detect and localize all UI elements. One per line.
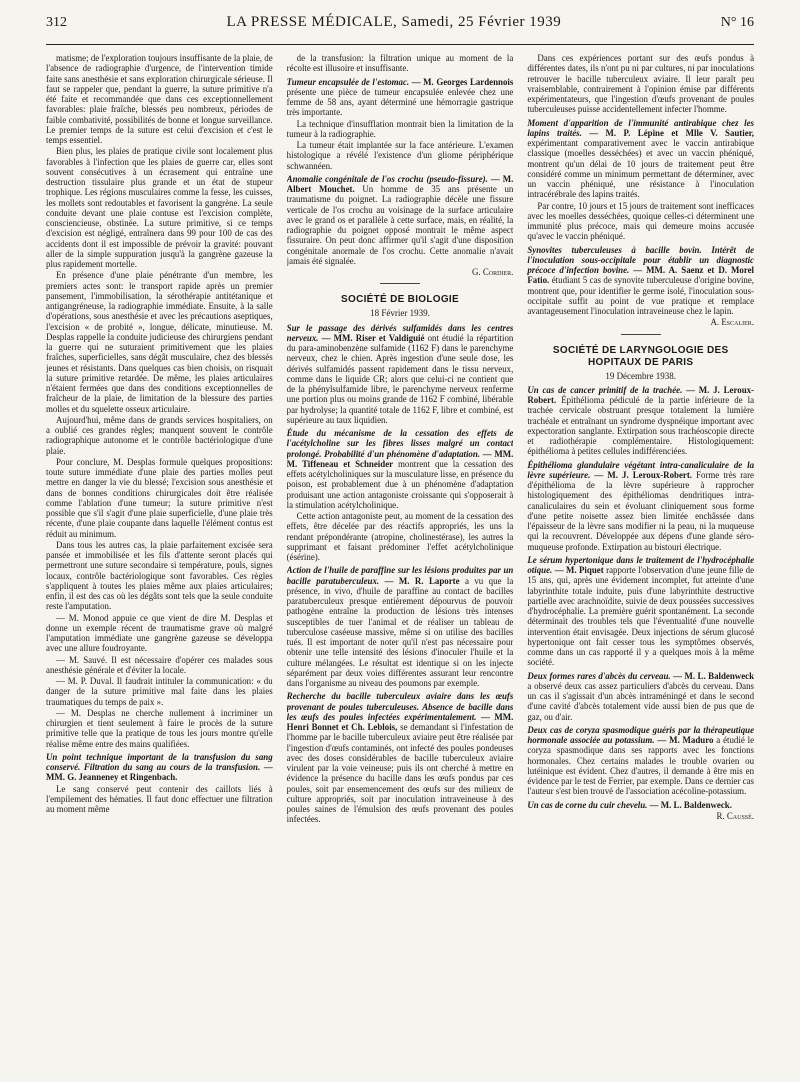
heading-text: se demandant si l'infestation de l'homme par le bacille tuberculeux aviaire peut être réalisée par l'ingestion d'œufs contaminés, ont infecté des poules pondeuses avec des doses considérables de bacille tuberculeux aviaire virulent par la voie veineuse; puis ils ont cherché à mettre en évidence la présence du bacille dans les œufs pondus par ces poules, soit par ensemencement des œufs sur des milieux de culture appropriés, soit par inoculation intraveineuse à des poules saines de l'émulsion des œufs provenant des poules infectées. [286, 722, 514, 825]
heading-text: a observé deux cas assez particuliers d'abcès du cerveau. Dans un cas il s'agissait d'un abcès intraméningé et dans le second d'une cavité d'abcès totalement vide aussi bien de pus que de gaz, ou d'air. [527, 680, 755, 722]
column-3 [527, 53, 754, 1071]
heading-title: Anomalie congénitale de l'os crochu (pseudo-fissure). [286, 173, 488, 184]
heading-title: Moment d'apparition de l'immunité antirabique chez les lapins traités. [527, 117, 755, 138]
heading-title: Le sérum hypertonique dans le traitement de l'hydrocéphalie otique. [527, 554, 755, 575]
heading-text: Forme très rare d'épithélioma de la lèvre supérieure à rapprocher histologiquement des épithéliomas dendritiques intra-canaliculaires du sein et évoluant cliniquement sous forme d'une petite noisette assez bien limitée enchâssée dans l'épaisseur de la lèvre sans modifier ni la peau, ni la muqueuse qui la recouvrent. Développée aux dépens d'une glande séro-muqueuse profonde. Extirpation au bistouri électrique. [527, 469, 755, 552]
paragraph: — M. P. Duval. Il faudrait intituler la communication: « du danger de la suture primitive mal faite dans les plaies traumatiques du temps de paix ». [46, 676, 273, 707]
column-2 [287, 53, 514, 1071]
heading-authors: — M. J. Leroux-Robert. [594, 469, 692, 480]
heading-authors: — MM. Henri Bonnet et Ch. Leblois, [286, 711, 514, 732]
heading-authors: — MM. A. Saenz et D. Morel Fatio. [527, 265, 755, 286]
section-title: SOCIÉTÉ DE LARYNGOLOGIE DES HOPITAUX DE PARIS [552, 344, 729, 368]
heading-text: Épithélioma pédiculé de la partie inférieure de la trachée cervicale obstruant presque totalement la lumière trachéale et entraînant un syndrome dyspnéique important avec expectoration sanglante. Extirpation sous trachéoscopie directe et radiothérapie complémentaire. Histologiquement: épithélioma à petites cellules indifférenciées. [527, 395, 755, 457]
heading-title: Un cas de corne du cuir chevelu. [527, 799, 648, 810]
journal-title: LA PRESSE MÉDICALE, Samedi, 25 Février 1939 [226, 14, 562, 30]
heading-authors: — M. Albert Mouchet. [286, 173, 514, 194]
paragraph: Pour conclure, M. Desplas formule quelques propositions: toute suture immédiate d'une plaie des parties molles peut mettre en danger la vie du blessé; l'excision sous anesthésie et dans de bonnes conditions chirurgicales doit être réalisée comme l'ablation d'une tumeur; la suture primitive n'est possible que s'il s'agit d'une plaie superficielle, d'une plaie très récente, d'une plaie coupante dans laquelle l'élément contus est réduit au minimum. [46, 456, 273, 539]
heading-text: a étudié le coryza spasmodique dans ses rapports avec les fonctions hormonales. Chez certains malades le trouble ovarien ou lutéinique est évident. Chez d'autres, il demande à être mis en évidence par le test de Ferrier, par exemple. Dans ce dernier cas l'auteur s'est bien trouvé de l'association acécoline-potassium. [527, 735, 755, 797]
page-number: 312 [46, 15, 67, 30]
article-heading [287, 174, 514, 266]
heading-authors: — MM. M. Tiffeneau et Schneider [286, 448, 514, 469]
heading-title: Étude du mécanisme de la cessation des effets de l'acétylcholine sur les fibres lisses malgré un contact prolongé. Probabilité d'un phénomène d'adaptation. [286, 428, 514, 459]
divider [621, 334, 661, 335]
heading-text: montrent que la cessation des effets acétylcholiniques sur la musculature lisse, en présence du poison, est probablement due à un phénomène d'adaptation produisant une action antagoniste croissante qui s'opposerait à la stimulation acétylcholinique. [286, 458, 514, 510]
paragraph: La technique d'insufflation montrait bien la limitation de la tumeur à la radiographie. [286, 118, 514, 139]
column-1 [46, 53, 273, 1071]
article-heading [527, 118, 754, 200]
heading-text: expérimentant comparativement avec le vaccin antirabique classique (moelles desséchées) et avec un vaccin phéniqué, montrent qu'un délai de 10 jours de traitement peut être considéré comme un minimum permettant de déterminer, avec un vaccin phéniqué, une résistance à l'inoculation intracérébrale des lapins traités. [527, 138, 755, 200]
article-heading [527, 725, 754, 797]
divider [380, 283, 420, 284]
article-heading [527, 671, 754, 722]
heading-title: Deux cas de coryza spasmodique guéris par la thérapeutique hormonale associée au potassium. [527, 724, 755, 745]
heading-authors: — M. R. Laporte [384, 575, 460, 586]
heading-title: Un point technique important de la transfusion du sang conservé. Filtration du sang au cours de la transfusion. [46, 751, 273, 772]
heading-text: étudiant 5 cas de synovite tuberculeuse d'origine bovine, montrent que, pour identifier le germe isolé, l'inoculation sous-occipitale suffit au point de vue pratique et remplace avantageusement l'inoculation intraveineuse chez le lapin. [527, 275, 755, 316]
heading-title: Recherche du bacille tuberculeux aviaire dans les œufs provenant de poules tuberculeuses. Absence de bacille dans les œufs des poules infectées expérimentalement. [286, 691, 514, 722]
heading-text: présente une pièce de tumeur encapsulée enlevée chez une femme de 58 ans, ayant déterminé une hémorragie gastrique très importante. [286, 86, 514, 118]
article-heading [527, 385, 754, 457]
signature: R. Caussé. [716, 810, 755, 821]
heading-authors: — M. L. Baldenweck [673, 670, 755, 681]
paragraph: Dans ces expériences portant sur des œufs pondus à différentes dates, ils n'ont pu ni par cultures, ni par inoculations retrouver le bacille tuberculeux aviaire. Il leur paraît peu vraisemblable, contrairement à l'opinion émise par différents expérimentateurs, que l'ingestion d'œufs provenant de poules tuberculeuses puisse accidentellement infecter l'homme. [527, 53, 755, 115]
heading-authors: — M. J. Leroux-Robert. [527, 384, 755, 405]
heading-title: Un cas de cancer primitif de la trachée. [527, 384, 683, 395]
heading-title: Tumeur encapsulée de l'estomac. [286, 76, 410, 87]
paragraph: Par contre, 10 jours et 15 jours de traitement sont inefficaces avec les moelles desséchées, quoique celles-ci déterminent une immunité plus précoce, mais qui demeure moins accusée qu'avec le vaccin phéniqué. [527, 200, 755, 242]
paragraph: Aujourd'hui, même dans de grands services hospitaliers, on a oublié ces grandes règles; manquent souvent le contrôle radiographique autonome et le contrôle bactériologique d'une plaie. [46, 414, 273, 456]
heading-text: a vu que la présence, in vivo, d'huile de paraffine au contact de bacilles paratuberculeux presque entièrement dépourvus de pouvoir pathogène entraîne la production de lésions très intenses susceptibles de tuer l'animal et de réaliser un tableau de tuberculose caséeuse massive, même si on utilise des bacilles tués. Il est important de noter qu'il n'est pas nécessaire pour obtenir une telle intensité des lésions d'inoculer l'huile et la culture mélangées. Le résultat est identique si on les injecte séparément par deux voies différentes assurant leur rencontre dans l'organisme au niveau des poumons par exemple. [286, 575, 514, 688]
paragraph: En présence d'une plaie pénétrante d'un membre, les premiers actes sont: le transport rapide après un premier pansement, l'immobilisation, la sérothérapie antitétanique et antigangréneuse, la radiographie immédiate. Ensuite, à la salle d'opérations, sous anesthésie et avec les précautions aseptiques, l'excision « de probité », longue, délicate, minutieuse. M. Desplas rappelle la conduite judicieuse des chirurgiens pendant la guerre qui ne suturaient primitivement que les plaies fraîches, superficielles, sans dégât musculaire, chez des blessés jeunes et résistants. Dans quelques cas bien choisis, on risquait la suture primitive retardée. De même, les plaies articulaires n'étaient fermées que dans des conditions exceptionnelles de fraîcheur de la plaie, de limitation de la blessure des parties molles et du squelette osseux articulaire. [46, 270, 273, 414]
article-heading [287, 428, 514, 510]
section-date: 18 Février 1939. [370, 308, 430, 319]
heading-title: Synovites tuberculeuses à bacille bovin. Intérêt de l'inoculation sous-occipitale pour établir un diagnostic précoce d'infection bovine. [527, 244, 755, 275]
page-header [46, 14, 754, 45]
signature: A. Escalier. [710, 317, 755, 328]
article-heading [287, 77, 514, 118]
heading-authors: — M. Georges Lardennois [411, 76, 514, 87]
paragraph: Bien plus, les plaies de pratique civile sont localement plus favorables à l'infection que les plaies de guerre car, elles sont souvent consécutives à un écrasement qui entraîne une destruction tissulaire plus grande et un état de stupeur trophique. Les régions musculaires comme la fesse, les cuisses, les mollets sont redoutables et favorisent la gangrène. La seule conduite devant une plaie contuse est l'excision complète, consciencieuse, obstinée. La suture primitive, si ce temps d'excision est négligé, entraînera dans 99 pour 100 de cas des accidents dont il est impossible de prévoir la gravité: pouvant aller de la simple suppuration jusqu'à la gangrène gazeuse la plus rapidement mortelle. [46, 146, 273, 269]
paragraph: La tumeur était implantée sur la face antérieure. L'examen histologique a révélé l'existence d'un gliome périphérique schwannéen. [286, 140, 514, 171]
article-heading [287, 565, 514, 688]
article-heading [287, 323, 514, 426]
paragraph: Le sang conservé peut contenir des caillots liés à l'empilement des hématies. Il faut donc effectuer une filtration au moment même [46, 783, 273, 814]
paragraph: — M. Desplas ne cherche nullement à incriminer un chirurgien et tient seulement à faire le procès de la suture primitive telle que la pratique de tous les jours montre qu'elle réalise même entre des mains qualifiées. [46, 707, 273, 749]
heading-text: Un homme de 35 ans présente un traumatisme du poignet. La radiographie décèle une fissure verticale de l'os crochu au voisinage de la surface articulaire avec le grand os et parallèle à cette surface, mais, en réalité, la radiographie du poignet opposé montrait le même aspect fissuraire. On peut donc affirmer qu'il s'agit d'une disposition congénitale anormale de l'os crochu. Cette anomalie n'avait jamais été signalée. [286, 184, 514, 266]
heading-title: Action de l'huile de paraffine sur les lésions produites par un bacille paratuberculeux. [286, 565, 514, 586]
article-heading [287, 691, 514, 824]
article-heading [527, 555, 754, 668]
heading-title: Deux formes rares d'abcès du cerveau. [527, 670, 671, 681]
section-date: 19 Décembre 1938. [605, 370, 677, 381]
heading-authors: — MM. Riser et Valdiguié [321, 332, 425, 343]
paragraph: Dans tous les autres cas, la plaie parfaitement excisée sera pansée et immobilisée et les fils d'attente seront placés qui permettront une suture secondaire si température, pouls, signes locaux, contrôle bactériologique sont favorables. Ces règles s'appliquent à toutes les plaies même aux plaies articulaires; enfin, il est des cas où les dégâts sont tels que la seule conduite reste l'amputation. [46, 539, 273, 612]
heading-authors: — M. L. Baldenweck. [649, 799, 732, 810]
heading-authors: — MM. G. Jeanneney et Ringenbach. [46, 762, 273, 783]
article-heading [527, 245, 754, 317]
heading-authors: — M. Piquet [554, 565, 604, 575]
signature: G. Cordier. [472, 267, 514, 277]
issue-number: N° 16 [720, 15, 754, 30]
article-heading [527, 800, 754, 810]
paragraph: — M. Sauvé. Il est nécessaire d'opérer ces malades sous anesthésie générale et d'éviter la locale. [46, 654, 273, 675]
section-title: SOCIÉTÉ DE BIOLOGIE [341, 294, 459, 306]
article-heading [46, 752, 273, 783]
article-heading [527, 460, 754, 552]
heading-text: rapporte l'observation d'une jeune fille de 15 ans, qui, après une évidement incomplet, fut atteinte d'une labyrinthite totale induite, puis d'une labyrinthite destructive partielle avec arachnoïdite, suivie de deux poussées successives d'hydrocéphalie. La première guérit spontanément. La seconde déterminait des troubles tels que l'éventualité d'une nouvelle intervention était envisagée. Deux injections de sérum glucosé hypertonique ont fait cesser tous les symptômes observés, comme dans un cas rapporté il y a quelques mois à la même société. [527, 565, 755, 668]
paragraph: Cette action antagoniste peut, au moment de la cessation des effets, être décelée par des réactifs appropriés, les uns la rendant prépondérante (atropine, cholinestérase), les autres la supprimant et faisant prédominer l'effet acétylcholinique (ésérine). [286, 511, 514, 562]
paragraph: matisme; de l'exploration toujours insuffisante de la plaie, de l'absence de radiographie d'urgence, de l'intervention timide faite sans anesthésie et sans exploration chirurgicale sérieuse. Il faut se rappeler que, pendant la guerre, la suture primitive n'a été faite et recommandée que dans ces exceptionnellement favorables: plaie fraîche, blessés peu nombreux, périodes de faible combativité, possibilités de bonne et longue surveillance. Le premier temps de la suture est celui d'excision et c'est le temps essentiel. [46, 53, 273, 145]
paragraph: — M. Monod appuie ce que vient de dire M. Desplas et donne un exemple récent de traumatisme grave où malgré l'amputation immédiate une gangrène gazeuse se développa avec une allure foudroyante. [46, 612, 273, 654]
paragraph: de la transfusion: la filtration unique au moment de la récolte est illusoire et insuffisante. [286, 53, 514, 74]
heading-text: ont étudié la répartition du para-aminobenzène sulfamide (1162 F) dans le parenchyme nerveux, chez le chien. Après ingestion d'une seule dose, les dérivés sulfamidés passent rapidement dans le tissu nerveux, comme dans le liquide CR; alors que celui-ci ne contient que de la phénylsulfamide libre, le parenchyme nerveux renferme une portion plus ou moins grande de 1162 F combiné, libérable par hydrolyse; la quantité totale de 1162 F, libre et combiné, est supérieure au taux liquidien. [286, 332, 514, 425]
heading-title: Sur le passage des dérivés sulfamidés dans les centres nerveux. [286, 322, 514, 343]
heading-authors: — M. Maduro [657, 735, 714, 745]
heading-title: Épithélioma glandulaire végétant intra-canaliculaire de la lèvre supérieure. [527, 459, 755, 480]
heading-authors: — M. P. Lépine et Mlle V. Sautier, [589, 127, 755, 138]
